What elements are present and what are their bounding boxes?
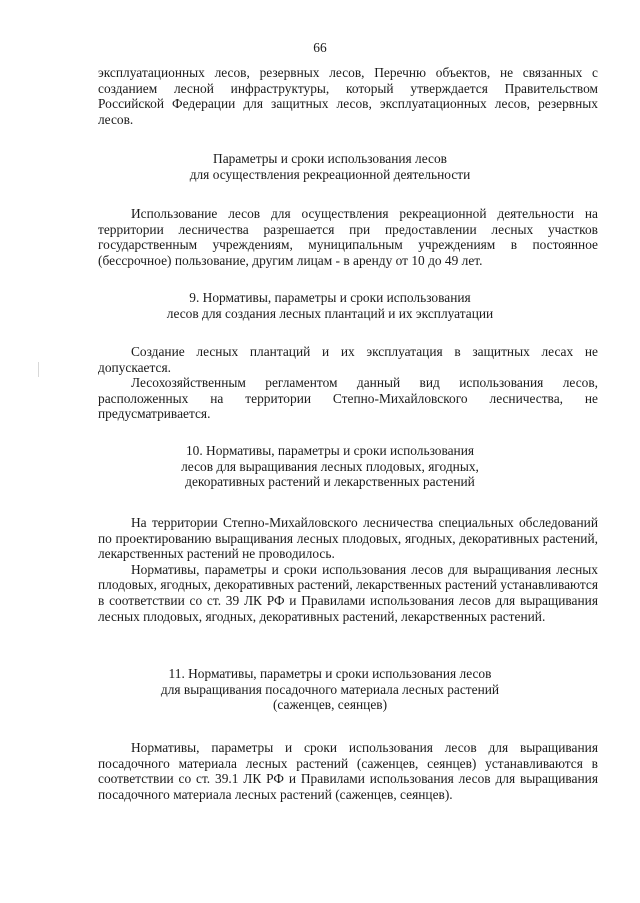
paragraph: Создание лесных плантаций и их эксплуатация в защитных лесах не допускается.: [98, 344, 598, 375]
heading-line: 10. Нормативы, параметры и сроки использования: [185, 443, 475, 458]
section-heading-11: [80, 666, 580, 713]
heading-line: лесов для создания лесных плантаций и их эксплуатации: [166, 305, 494, 321]
heading-line: для выращивания посадочного материала лесных растений: [160, 681, 500, 697]
heading-line: Параметры и сроки использования лесов: [213, 151, 447, 166]
paragraph: На территории Степно-Михайловского лесничества специальных обследований по проектированию выращивания лесных плодовых, ягодных, декоративных растений, лекарственных растений не проводилось.: [98, 515, 598, 562]
section-body-9: [98, 344, 598, 422]
section-body-recreation: [98, 206, 598, 268]
section-heading-9: [80, 290, 580, 321]
heading-line: 9. Нормативы, параметры и сроки использования: [189, 290, 471, 305]
paragraph: Нормативы, параметры и сроки использования лесов для выращивания лесных плодовых, ягодных, декоративных растений, лекарственных растений устанавливаются в соответствии со ст. 39 ЛК РФ и Правилами использования лесов для выращивания лесных плодовых, ягодных, декоративных растений, лекарственных растений.: [98, 561, 598, 624]
heading-line: 11. Нормативы, параметры и сроки использования лесов: [168, 666, 492, 681]
scan-margin-mark: [38, 362, 43, 377]
heading-line: (саженцев, сеянцев): [272, 697, 388, 713]
section-body-10: [98, 515, 598, 624]
heading-line: лесов для выращивания лесных плодовых, ягодных,: [181, 458, 479, 474]
paragraph: Лесохозяйственным регламентом данный вид использования лесов, расположенных на территории Степно-Михайловского лесничества, не предусматривается.: [98, 375, 598, 422]
section-heading-recreation: [80, 151, 580, 182]
heading-line: для осуществления рекреационной деятельности: [189, 166, 471, 182]
intro-paragraph-block: [98, 65, 598, 127]
section-heading-10: [80, 443, 580, 490]
section-body-11: [98, 740, 598, 802]
paragraph: Использование лесов для осуществления рекреационной деятельности на территории лесничества разрешается при предоставлении лесных участков государственным учреждениям, муниципальным учреждениям в постоянное (бессрочное) пользование, другим лицам - в аренду от 10 до 49 лет.: [98, 206, 598, 268]
paragraph: эксплуатационных лесов, резервных лесов, Перечню объектов, не связанных с созданием лесной инфраструктуры, который утверждается Правительством Российской Федерации для защитных лесов, эксплуатационных лесов, резервных лесов.: [98, 65, 598, 127]
page-number: 66: [313, 40, 327, 55]
paragraph: Нормативы, параметры и сроки использования лесов для выращивания посадочного материала лесных растений (саженцев, сеянцев) устанавливаются в соответствии со ст. 39.1 ЛК РФ и Правилами использования лесов для выращивания посадочного материала лесных растений (саженцев, сеянцев).: [98, 740, 598, 802]
heading-line: декоративных растений и лекарственных растений: [185, 474, 475, 490]
